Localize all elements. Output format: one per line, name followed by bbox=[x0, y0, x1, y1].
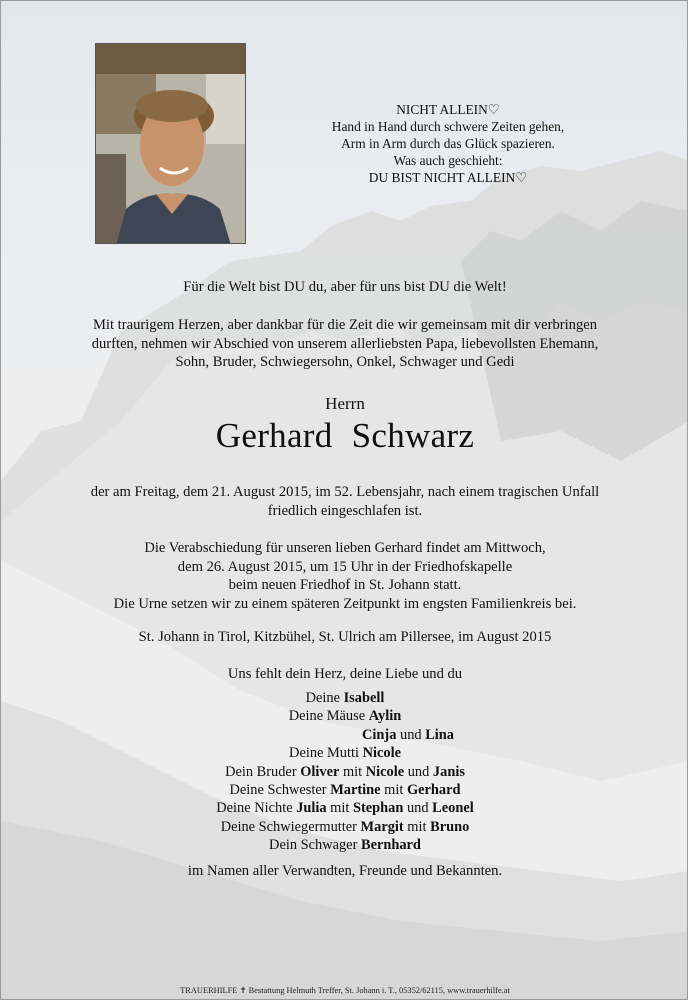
family-connector: mit bbox=[403, 818, 431, 835]
footer-text: Bestattung Helmuth Treffer, St. Johann i. T., 05352/62115, www.trauerhilfe.at bbox=[248, 986, 510, 995]
honorific: Herrn bbox=[325, 394, 365, 413]
poem-line: DU BIST NICHT ALLEIN♡ bbox=[368, 170, 528, 185]
family-name: Julia bbox=[296, 800, 327, 817]
family-name: Isabell bbox=[343, 690, 385, 706]
family-relation: Deine Nichte bbox=[216, 800, 297, 817]
family-relation: Deine bbox=[305, 690, 344, 706]
closing-line: Uns fehlt dein Herz, deine Liebe und du bbox=[227, 666, 463, 682]
intro-paragraph bbox=[1, 316, 688, 372]
farewell-line: beim neuen Friedhof in St. Johann statt. bbox=[228, 577, 462, 593]
family-entry bbox=[1, 799, 688, 817]
portrait-photo bbox=[95, 43, 246, 244]
portrait-image bbox=[96, 44, 246, 244]
farewell-line: Die Verabschiedung für unseren lieben Gerhard findet am Mittwoch, bbox=[144, 540, 546, 556]
family-name: Nicole bbox=[362, 745, 401, 762]
family-entry bbox=[1, 707, 688, 725]
family-name: Nicole bbox=[365, 763, 405, 780]
family-relation: Deine Mäuse bbox=[288, 708, 369, 725]
death-notice-line: der am Freitag, dem 21. August 2015, im 52. Lebensjahr, nach einem tragischen Unfall bbox=[90, 484, 600, 500]
family-connector: mit bbox=[326, 800, 353, 817]
family-relation: Dein Schwager bbox=[269, 837, 361, 854]
family-entry bbox=[1, 818, 688, 836]
poem bbox=[323, 101, 573, 186]
family-entry bbox=[1, 689, 688, 707]
death-notice-line: friedlich eingeschlafen ist. bbox=[267, 502, 423, 519]
family-name: Janis bbox=[432, 763, 465, 780]
funeral-home-footer bbox=[1, 985, 688, 995]
family-connector: und bbox=[404, 763, 433, 780]
family-name: Bruno bbox=[430, 818, 470, 835]
behalf-line: im Namen aller Verwandten, Freunde und Bekannten. bbox=[187, 863, 503, 879]
motto: Für die Welt bist DU du, aber für uns bist DU die Welt! bbox=[183, 279, 507, 295]
poem-line: Was auch geschieht: bbox=[393, 153, 503, 168]
intro-line: durften, nehmen wir Abschied von unserem allerliebsten Papa, liebevollsten Ehemann, bbox=[91, 335, 599, 352]
farewell-line: dem 26. August 2015, um 15 Uhr in der Friedhofskapelle bbox=[177, 558, 513, 575]
family-name: Cinja bbox=[362, 726, 397, 743]
family-relation: Deine Mutti bbox=[289, 745, 363, 762]
family-name: Margit bbox=[360, 818, 404, 835]
family-connector: mit bbox=[380, 782, 407, 799]
intro-line: Mit traurigem Herzen, aber dankbar für die Zeit die wir gemeinsam mit dir verbringen bbox=[92, 317, 598, 333]
family-entry bbox=[1, 763, 688, 781]
family-name: Bernhard bbox=[360, 837, 421, 854]
family-entry bbox=[1, 781, 688, 799]
family-entry bbox=[1, 726, 688, 744]
family-name: Oliver bbox=[300, 763, 340, 780]
family-name: Aylin bbox=[368, 708, 402, 725]
farewell-line: Die Urne setzen wir zu einem späteren Zeitpunkt im engsten Familienkreis bei. bbox=[113, 595, 577, 612]
footer-brand: TRAUERHILFE bbox=[180, 986, 238, 995]
intro-line: Sohn, Bruder, Schwiegersohn, Onkel, Schwager und Gedi bbox=[175, 354, 515, 370]
family-name: Stephan bbox=[352, 800, 404, 817]
family-name: Gerhard bbox=[406, 782, 461, 799]
family-relation: Dein Bruder bbox=[225, 763, 301, 780]
family-list bbox=[1, 689, 688, 855]
family-connector: mit bbox=[339, 763, 366, 780]
family-entry bbox=[1, 836, 688, 854]
family-connector: und bbox=[403, 800, 433, 817]
family-name: Leonel bbox=[432, 800, 474, 817]
family-relation: Deine Schwiegermutter bbox=[220, 818, 361, 835]
farewell-info bbox=[1, 539, 688, 613]
family-name: Martine bbox=[330, 782, 381, 799]
death-notice bbox=[1, 483, 688, 520]
places-date: St. Johann in Tirol, Kitzbühel, St. Ulrich am Pillersee, im August 2015 bbox=[138, 629, 552, 645]
family-connector: und bbox=[396, 726, 426, 743]
deceased-name: Gerhard Schwarz bbox=[215, 416, 475, 455]
poem-line: Hand in Hand durch schwere Zeiten gehen, bbox=[331, 119, 565, 134]
poem-line: NICHT ALLEIN♡ bbox=[396, 102, 500, 117]
family-name: Lina bbox=[425, 726, 454, 743]
family-relation: Deine Schwester bbox=[229, 782, 331, 799]
family-entry bbox=[1, 744, 688, 762]
cross-icon: ✝ bbox=[239, 986, 247, 995]
poem-line: Arm in Arm durch das Glück spazieren. bbox=[341, 136, 555, 151]
